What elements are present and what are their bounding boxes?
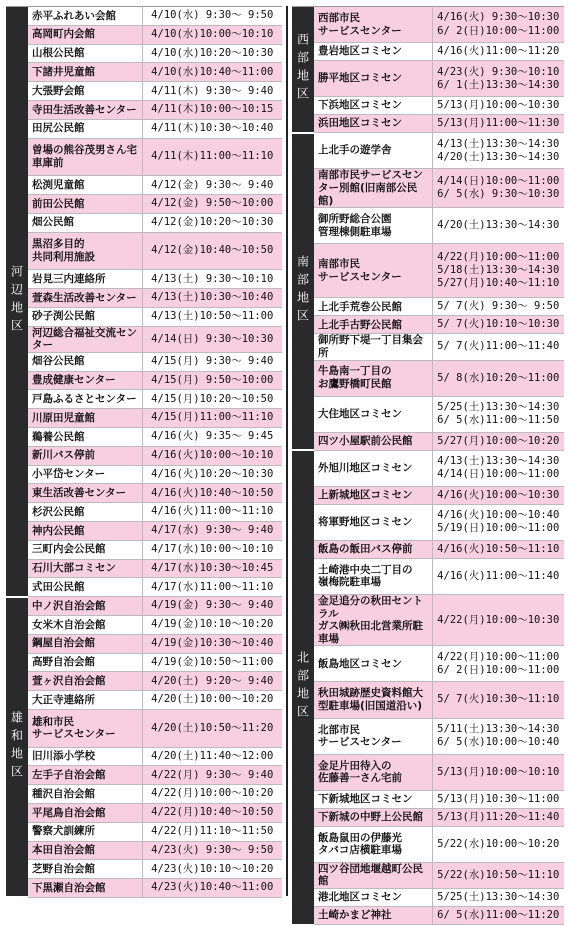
visit-datetime: 4/19(金) 9:30～ 9:40: [142, 597, 282, 616]
table-row: [292, 115, 564, 133]
visit-datetime: 4/22(月)10:00～11:00 5/18(土)13:30～14:30 5/27(月)10:40～11:10: [432, 244, 564, 298]
visit-datetime: 4/17(水)11:00～11:10: [142, 578, 282, 597]
location-name: 下黒瀬自治会館: [28, 879, 142, 898]
visit-datetime: 4/16(火) 9:35～ 9:45: [142, 427, 282, 446]
location-name: 豊成健康センター: [28, 371, 142, 390]
visit-datetime: 4/22(月) 9:30～ 9:40: [142, 766, 282, 785]
visit-datetime: 4/16(火)10:00～10:40 5/19(日)10:00～11:00: [432, 504, 564, 540]
visit-datetime: 4/15(月)10:20～10:50: [142, 390, 282, 409]
location-name: 赤平ふれあい会館: [28, 7, 142, 26]
table-row: [6, 138, 282, 176]
table-row: [6, 213, 282, 232]
visit-datetime: 5/13(月)10:30～11:00: [432, 790, 564, 808]
location-name: 飯島の飯田バス停前: [314, 540, 432, 558]
visit-datetime: 4/16(火)10:00～10:10: [142, 446, 282, 465]
table-row: [6, 653, 282, 672]
visit-datetime: 5/ 8(水)10:20～11:00: [432, 360, 564, 396]
location-name: 式田公民館: [28, 578, 142, 597]
location-name: 川原田児童館: [28, 409, 142, 428]
location-name: 金足片田待入の 佐藤善一さん宅前: [314, 754, 432, 790]
location-name: 飯島地区コミセン: [314, 646, 432, 682]
table-row: [292, 244, 564, 298]
table-row: [292, 504, 564, 540]
location-name: 豊岩地区コミセン: [314, 43, 432, 61]
location-name: 平尾鳥自治会館: [28, 803, 142, 822]
visit-datetime: 5/13(月)10:00～10:30: [432, 97, 564, 115]
table-row: [6, 371, 282, 390]
table-row: [6, 634, 282, 653]
table-row: [6, 691, 282, 710]
location-name: 四ツ小屋駅前公民館: [314, 432, 432, 450]
table-row: [292, 646, 564, 682]
table-row: [6, 25, 282, 44]
table-row: [292, 208, 564, 244]
location-name: 種沢自治会館: [28, 785, 142, 804]
table-row: [292, 396, 564, 432]
table-row: [6, 326, 282, 352]
location-name: 本田自治会館: [28, 841, 142, 860]
visit-datetime: 5/25(土)13:30～14:30 6/ 5(水)11:00～11:50: [432, 396, 564, 432]
visit-datetime: 4/20(土)10:00～10:20: [142, 691, 282, 710]
district-label: [292, 450, 314, 924]
location-name: 飯島鼠田の伊藤光 タバコ店横駐車場: [314, 826, 432, 862]
table-row: [6, 785, 282, 804]
location-name: 港北地区コミセン: [314, 889, 432, 907]
table-row: [6, 100, 282, 119]
visit-datetime: 5/ 7(火)10:30～11:10: [432, 682, 564, 718]
table-row: [6, 82, 282, 101]
location-name: 山根公民館: [28, 44, 142, 63]
district-label: [292, 7, 314, 133]
visit-datetime: 4/13(土)10:30～10:40: [142, 288, 282, 307]
visit-datetime: 5/ 7(火) 9:30～ 9:50: [432, 298, 564, 316]
visit-datetime: 5/ 7(火)10:10～10:30: [432, 316, 564, 334]
table-row: [6, 352, 282, 371]
location-name: 土崎かまど神社: [314, 907, 432, 925]
location-name: 岩見三内連絡所: [28, 270, 142, 289]
table-row: [6, 427, 282, 446]
table-row: [292, 97, 564, 115]
visit-datetime: 4/14(日) 9:30～10:30: [142, 326, 282, 352]
visit-datetime: 4/16(火)11:00～11:20: [432, 43, 564, 61]
table-row: [6, 879, 282, 898]
visit-datetime: 4/13(土) 9:30～10:10: [142, 270, 282, 289]
visit-datetime: 4/13(土)13:30～14:30 4/20(土)13:30～14:30: [432, 133, 564, 169]
visit-datetime: 4/16(火)10:40～10:50: [142, 484, 282, 503]
visit-datetime: 5/ 7(火)11:00～11:40: [432, 334, 564, 360]
table-row: [6, 232, 282, 270]
visit-datetime: 4/20(土) 9:20～ 9:40: [142, 672, 282, 691]
table-row: [6, 841, 282, 860]
table-row: [6, 597, 282, 616]
table-row: [6, 194, 282, 213]
location-name: 松渕児童館: [28, 176, 142, 195]
visit-datetime: 4/20(土)10:50～11:20: [142, 709, 282, 747]
location-name: 前田公民館: [28, 194, 142, 213]
district-label: [6, 7, 28, 597]
district-name: 河辺地区: [9, 265, 24, 338]
table-row: [292, 718, 564, 754]
location-name: 大正寺連絡所: [28, 691, 142, 710]
table-row: [6, 176, 282, 195]
district-name: 西部地区: [295, 33, 310, 106]
visit-datetime: 4/20(土)11:40～12:00: [142, 747, 282, 766]
visit-datetime: 4/13(土)10:50～11:00: [142, 307, 282, 326]
location-name: 御所野下堤一丁目集会所: [314, 334, 432, 360]
visit-datetime: 4/20(土)13:30～14:30: [432, 208, 564, 244]
visit-datetime: 4/11(木)10:00～10:15: [142, 100, 282, 119]
location-name: 中ノ沢自治会館: [28, 597, 142, 616]
location-name: 旧川添小学校: [28, 747, 142, 766]
table-row: [292, 169, 564, 208]
table-row: [6, 484, 282, 503]
visit-datetime: 4/16(火) 9:30～10:30 6/ 2(日)10:00～11:00: [432, 7, 564, 43]
location-name: 寺田生活改善センター: [28, 100, 142, 119]
visit-datetime: 4/19(金)10:50～11:00: [142, 653, 282, 672]
visit-datetime: 4/11(木)10:30～10:40: [142, 119, 282, 138]
location-name: 高岡町内会館: [28, 25, 142, 44]
location-name: 南部市民サービスセン ター別館(旧南部公民館): [314, 169, 432, 208]
location-name: 鵜養公民館: [28, 427, 142, 446]
location-name: 高野自治会館: [28, 653, 142, 672]
location-name: 畑谷公民館: [28, 352, 142, 371]
table-row: [6, 44, 282, 63]
location-name: 金足追分の秋田セントラル ガス㈱秋田北営業所駐車場: [314, 595, 432, 646]
location-name: 女米木自治会館: [28, 615, 142, 634]
visit-datetime: 4/16(火)10:20～10:30: [142, 465, 282, 484]
location-name: 下諸井児童館: [28, 63, 142, 82]
table-row: [6, 672, 282, 691]
table-row: [6, 119, 282, 138]
location-name: 砂子渕公民館: [28, 307, 142, 326]
location-name: 土崎港中央二丁目の 嶺梅院駐車場: [314, 558, 432, 594]
table-row: [6, 521, 282, 540]
table-row: [292, 133, 564, 169]
location-name: 大住地区コミセン: [314, 396, 432, 432]
table-row: [6, 578, 282, 597]
visit-datetime: 5/11(土)13:30～14:30 6/ 5(水)10:00～10:40: [432, 718, 564, 754]
table-row: [292, 334, 564, 360]
location-name: 上北手古野公民館: [314, 316, 432, 334]
location-name: 浜田地区コミセン: [314, 115, 432, 133]
location-name: 秋田城跡歴史資料館大 型駐車場(旧国道沿い): [314, 682, 432, 718]
table-row: [292, 316, 564, 334]
visit-datetime: 4/17(水)10:30～10:45: [142, 559, 282, 578]
location-name: 芝野自治会館: [28, 860, 142, 879]
table-row: [6, 390, 282, 409]
location-name: 大張野会館: [28, 82, 142, 101]
visit-datetime: 4/22(月)10:00～11:00 6/ 2(日)10:00～11:00: [432, 646, 564, 682]
visit-datetime: 4/14(日)10:00～11:00 6/ 5(水) 9:30～10:30: [432, 169, 564, 208]
location-name: 新川バス停前: [28, 446, 142, 465]
visit-datetime: 4/19(金)10:30～10:40: [142, 634, 282, 653]
table-row: [6, 446, 282, 465]
table-row: [6, 307, 282, 326]
location-name: 上北手の遊学舎: [314, 133, 432, 169]
location-name: 上新城地区コミセン: [314, 486, 432, 504]
location-name: 三町内会公民館: [28, 540, 142, 559]
location-name: 小平岱センター: [28, 465, 142, 484]
visit-datetime: 4/22(月)11:10～11:50: [142, 822, 282, 841]
table-row: [6, 503, 282, 522]
location-name: 畑公民館: [28, 213, 142, 232]
table-row: [6, 63, 282, 82]
visit-datetime: 4/17(水) 9:30～ 9:40: [142, 521, 282, 540]
table-row: [6, 270, 282, 289]
table-row: [6, 803, 282, 822]
visit-datetime: 6/ 5(水)11:00～11:20: [432, 907, 564, 925]
district-label: [292, 133, 314, 450]
location-name: 下新城の中野上公民館: [314, 808, 432, 826]
visit-datetime: 4/10(水)10:40～11:00: [142, 63, 282, 82]
table-row: [6, 822, 282, 841]
location-name: 四ツ谷団地堰越町公民館: [314, 862, 432, 888]
table-row: [292, 298, 564, 316]
visit-datetime: 4/12(金)10:40～10:50: [142, 232, 282, 270]
table-row: [292, 682, 564, 718]
visit-datetime: 4/11(木)11:00～11:10: [142, 138, 282, 176]
table-row: [6, 766, 282, 785]
table-row: [6, 709, 282, 747]
visit-datetime: 4/16(火)11:00～11:10: [142, 503, 282, 522]
table-row: [292, 862, 564, 888]
district-label: [6, 597, 28, 898]
table-row: [292, 754, 564, 790]
location-name: 北部市民 サービスセンター: [314, 718, 432, 754]
visit-datetime: 4/23(火)10:10～10:20: [142, 860, 282, 879]
visit-datetime: 5/27(月)10:00～10:20: [432, 432, 564, 450]
table-row: [292, 808, 564, 826]
table-row: [6, 540, 282, 559]
visit-datetime: 4/13(土)13:30～14:30 4/14(日)10:00～11:00: [432, 450, 564, 486]
location-name: 西部市民 サービスセンター: [314, 7, 432, 43]
table-row: [292, 360, 564, 396]
table-row: [292, 907, 564, 925]
column-divider: [286, 6, 288, 896]
table-row: [292, 43, 564, 61]
district-name: 南部地区: [295, 255, 310, 328]
visit-datetime: 4/23(火) 9:30～ 9:50: [142, 841, 282, 860]
location-name: 鋼屋自治会館: [28, 634, 142, 653]
schedule-table-left: [6, 6, 282, 898]
visit-datetime: 4/10(水)10:00～10:10: [142, 25, 282, 44]
visit-datetime: 5/13(月)10:00～10:10: [432, 754, 564, 790]
table-row: [6, 559, 282, 578]
table-row: [292, 826, 564, 862]
table-row: [292, 432, 564, 450]
table-row: [6, 465, 282, 484]
visit-datetime: 4/16(火)10:50～11:10: [432, 540, 564, 558]
visit-datetime: 4/10(水) 9:30～ 9:50: [142, 7, 282, 26]
location-name: 勝平地区コミセン: [314, 61, 432, 97]
visit-datetime: 5/25(土)13:30～14:30: [432, 889, 564, 907]
visit-datetime: 4/19(金)10:10～10:20: [142, 615, 282, 634]
visit-datetime: 4/12(金) 9:50～10:00: [142, 194, 282, 213]
location-name: 東生活改善センター: [28, 484, 142, 503]
location-name: 左手子自治会館: [28, 766, 142, 785]
location-name: 神内公民館: [28, 521, 142, 540]
location-name: 曽場の熊谷茂男さん宅 車庫前: [28, 138, 142, 176]
location-name: 戸島ふるさとセンター: [28, 390, 142, 409]
visit-datetime: 4/15(月)11:00～11:10: [142, 409, 282, 428]
visit-datetime: 4/22(月)10:40～10:50: [142, 803, 282, 822]
visit-datetime: 5/13(月)11:00～11:30: [432, 115, 564, 133]
visit-datetime: 4/11(木) 9:30～ 9:40: [142, 82, 282, 101]
location-name: 田尻公民館: [28, 119, 142, 138]
location-name: 警察犬訓練所: [28, 822, 142, 841]
visit-datetime: 4/16(火)11:00～11:40: [432, 558, 564, 594]
table-row: [6, 615, 282, 634]
location-name: 石川大部コミセン: [28, 559, 142, 578]
location-name: 下新城地区コミセン: [314, 790, 432, 808]
visit-datetime: 4/16(火)10:00～10:30: [432, 486, 564, 504]
district-name: 北部地区: [295, 651, 310, 724]
visit-datetime: 4/17(水)10:00～10:10: [142, 540, 282, 559]
table-row: [292, 61, 564, 97]
table-row: [292, 450, 564, 486]
visit-datetime: 4/15(月) 9:30～ 9:40: [142, 352, 282, 371]
location-name: 南部市民 サービスセンター: [314, 244, 432, 298]
table-row: [6, 860, 282, 879]
table-row: [292, 540, 564, 558]
location-name: 黒沼多目的 共同利用施設: [28, 232, 142, 270]
visit-datetime: 5/22(水)10:50～11:10: [432, 862, 564, 888]
location-name: 外旭川地区コミセン: [314, 450, 432, 486]
location-name: 御所野総合公園 管理棟側駐車場: [314, 208, 432, 244]
location-name: 萱森生活改善センター: [28, 288, 142, 307]
table-row: [6, 409, 282, 428]
table-row: [292, 486, 564, 504]
visit-datetime: 4/15(月) 9:50～10:00: [142, 371, 282, 390]
visit-datetime: 4/23(火) 9:30～10:10 6/ 1(土)13:30～14:30: [432, 61, 564, 97]
visit-datetime: 4/22(月)10:00～10:20: [142, 785, 282, 804]
visit-datetime: 5/13(月)11:20～11:40: [432, 808, 564, 826]
table-row: [292, 558, 564, 594]
district-name: 雄和地区: [9, 711, 24, 783]
table-row: [292, 595, 564, 646]
location-name: 河辺総合福祉交流センター: [28, 326, 142, 352]
location-name: 杉沢公民館: [28, 503, 142, 522]
visit-datetime: 4/23(火)10:40～11:00: [142, 879, 282, 898]
visit-datetime: 4/12(金) 9:30～ 9:40: [142, 176, 282, 195]
visit-datetime: 4/12(金)10:20～10:30: [142, 213, 282, 232]
table-row: [292, 889, 564, 907]
location-name: 牛島南一丁目の お鷹野橋町民館: [314, 360, 432, 396]
table-row: [6, 747, 282, 766]
visit-datetime: 4/10(水)10:20～10:30: [142, 44, 282, 63]
table-row: [6, 288, 282, 307]
location-name: 将軍野地区コミセン: [314, 504, 432, 540]
visit-datetime: 5/22(水)10:00～10:20: [432, 826, 564, 862]
table-row: [292, 790, 564, 808]
location-name: 上北手荒巻公民館: [314, 298, 432, 316]
visit-datetime: 4/22(月)10:00～10:30: [432, 595, 564, 646]
location-name: 雄和市民 サービスセンター: [28, 709, 142, 747]
schedule-table-right: [292, 6, 564, 926]
location-name: 萱ヶ沢自治会館: [28, 672, 142, 691]
table-row: [292, 7, 564, 43]
location-name: 下浜地区コミセン: [314, 97, 432, 115]
table-row: [6, 7, 282, 26]
